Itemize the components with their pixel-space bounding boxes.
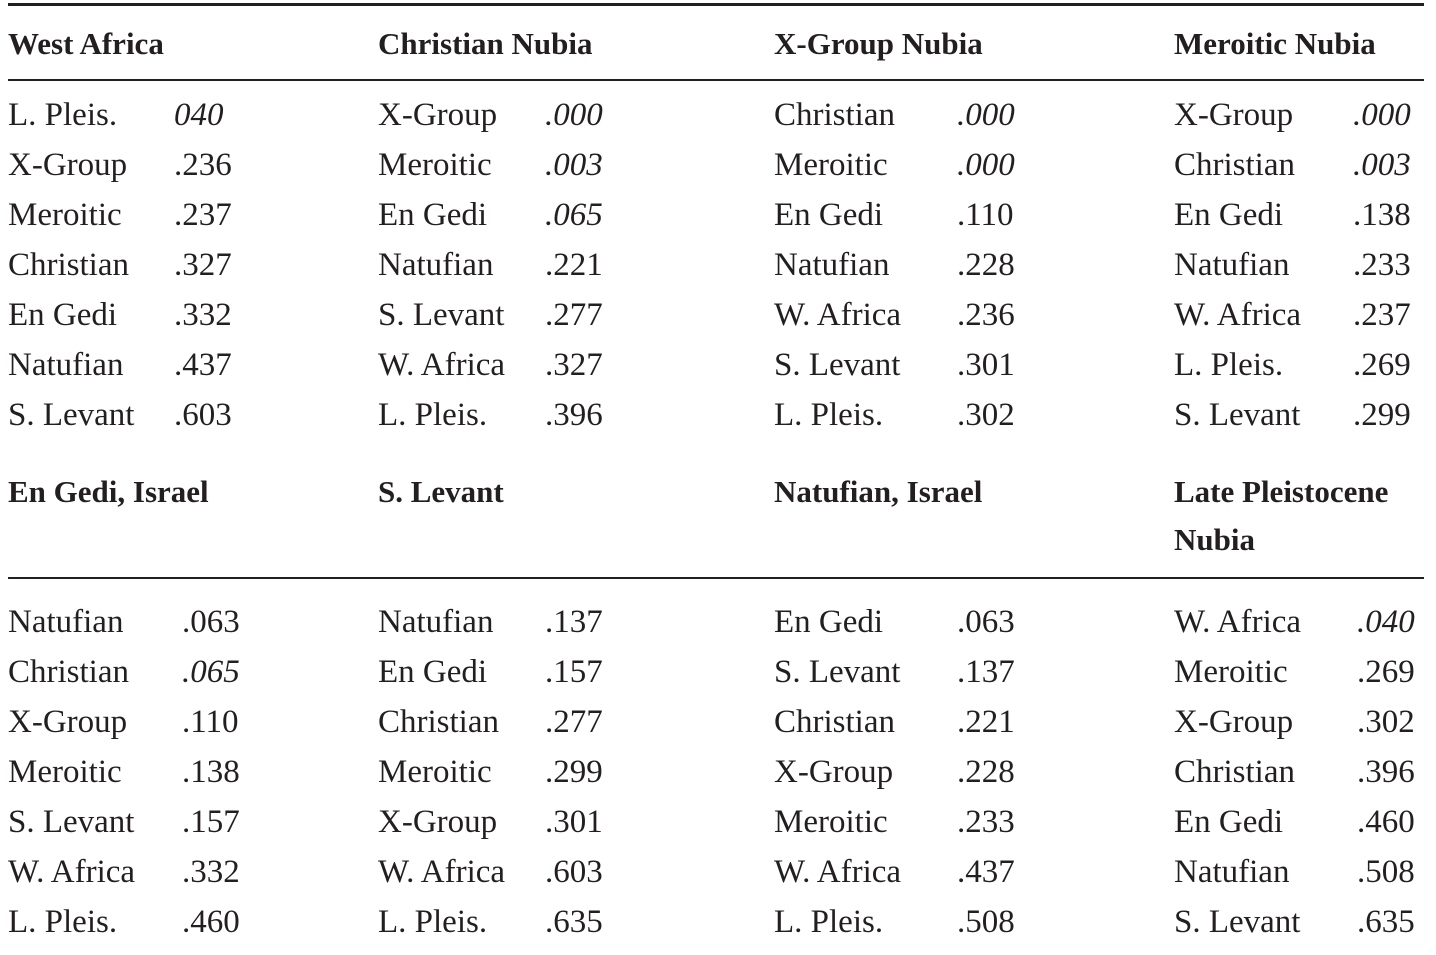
population-name: Meroitic — [1174, 654, 1288, 690]
distance-value: .237 — [1353, 297, 1411, 333]
distance-value: .460 — [1357, 804, 1415, 840]
distance-value: .221 — [545, 247, 603, 283]
population-name: L. Pleis. — [1174, 347, 1284, 383]
distance-value: .396 — [545, 397, 603, 433]
population-name: S. Levant — [8, 804, 135, 840]
distance-value: .233 — [1353, 247, 1411, 283]
group-title: West Africa — [8, 26, 164, 61]
population-name: En Gedi — [378, 197, 488, 233]
distance-value: .301 — [957, 347, 1015, 383]
header-rule-bottom-block — [8, 577, 1424, 579]
distance-value: .000 — [957, 97, 1015, 133]
distance-value: .299 — [545, 754, 603, 790]
population-name: L. Pleis. — [8, 97, 118, 133]
population-name: Meroitic — [774, 147, 888, 183]
distance-value: 040 — [174, 97, 224, 133]
distance-value: .110 — [957, 197, 1014, 233]
population-name: S. Levant — [1174, 904, 1301, 940]
population-name: S. Levant — [1174, 397, 1301, 433]
distance-value: .137 — [545, 604, 603, 640]
distance-value: .327 — [545, 347, 603, 383]
population-name: En Gedi — [774, 604, 884, 640]
distance-value: .302 — [957, 397, 1015, 433]
distance-value: .003 — [545, 147, 603, 183]
population-name: Christian — [378, 704, 499, 740]
distance-value: .396 — [1357, 754, 1415, 790]
distance-value: .332 — [182, 854, 240, 890]
population-name: Natufian — [8, 604, 124, 640]
population-name: L. Pleis. — [774, 904, 884, 940]
distance-value: .063 — [182, 604, 240, 640]
group-title: S. Levant — [378, 474, 504, 509]
population-name: Natufian — [774, 247, 890, 283]
population-name: W. Africa — [378, 854, 506, 890]
distance-value: .221 — [957, 704, 1015, 740]
distance-value: .460 — [182, 904, 240, 940]
distance-value: .301 — [545, 804, 603, 840]
population-name: Natufian — [1174, 854, 1290, 890]
distance-value: .269 — [1353, 347, 1411, 383]
population-name: X-Group — [378, 97, 498, 133]
top-rule — [8, 3, 1424, 6]
distance-value: .327 — [174, 247, 232, 283]
population-name: L. Pleis. — [8, 904, 118, 940]
population-name: X-Group — [1174, 97, 1294, 133]
population-name: Meroitic — [774, 804, 888, 840]
distance-value: .137 — [957, 654, 1015, 690]
population-name: Meroitic — [8, 754, 122, 790]
population-name: S. Levant — [774, 347, 901, 383]
distance-value: .063 — [957, 604, 1015, 640]
population-name: W. Africa — [8, 854, 136, 890]
population-name: S. Levant — [378, 297, 505, 333]
distance-value: .228 — [957, 754, 1015, 790]
distance-value: .000 — [545, 97, 603, 133]
distance-value: .437 — [174, 347, 232, 383]
population-name: Christian — [1174, 754, 1295, 790]
population-name: X-Group — [378, 804, 498, 840]
population-name: X-Group — [8, 704, 128, 740]
population-name: L. Pleis. — [774, 397, 884, 433]
population-name: Natufian — [378, 604, 494, 640]
population-name: W. Africa — [774, 297, 902, 333]
population-name: Christian — [8, 654, 129, 690]
distance-value: .138 — [1353, 197, 1411, 233]
distance-value: .603 — [545, 854, 603, 890]
distance-value: .000 — [957, 147, 1015, 183]
group-title: En Gedi, Israel — [8, 474, 209, 509]
distance-value: .299 — [1353, 397, 1411, 433]
header-rule-top-block — [8, 79, 1424, 81]
distance-value: .277 — [545, 704, 603, 740]
population-name: L. Pleis. — [378, 904, 488, 940]
population-name: Natufian — [8, 347, 124, 383]
population-name: S. Levant — [8, 397, 135, 433]
distance-value: .138 — [182, 754, 240, 790]
distance-value: .228 — [957, 247, 1015, 283]
population-name: Christian — [8, 247, 129, 283]
group-title: Christian Nubia — [378, 26, 593, 61]
population-name: W. Africa — [1174, 604, 1302, 640]
population-name: S. Levant — [774, 654, 901, 690]
distance-value: .302 — [1357, 704, 1415, 740]
distance-value: .269 — [1357, 654, 1415, 690]
population-name: En Gedi — [1174, 197, 1284, 233]
distance-value: .437 — [957, 854, 1015, 890]
population-name: X-Group — [8, 147, 128, 183]
distance-value: .110 — [182, 704, 239, 740]
population-name: Meroitic — [378, 754, 492, 790]
distance-value: .065 — [182, 654, 240, 690]
distance-value: .237 — [174, 197, 232, 233]
distance-value: .603 — [174, 397, 232, 433]
distance-value: .157 — [545, 654, 603, 690]
distance-value: .236 — [957, 297, 1015, 333]
distance-value: .236 — [174, 147, 232, 183]
population-name: Natufian — [1174, 247, 1290, 283]
distance-value: .635 — [545, 904, 603, 940]
population-name: L. Pleis. — [378, 397, 488, 433]
distance-value: .277 — [545, 297, 603, 333]
distance-value: .233 — [957, 804, 1015, 840]
distance-value: .157 — [182, 804, 240, 840]
population-name: W. Africa — [1174, 297, 1302, 333]
distance-value: .065 — [545, 197, 603, 233]
group-title: X-Group Nubia — [774, 26, 983, 61]
group-title: Meroitic Nubia — [1174, 26, 1376, 61]
population-name: Christian — [774, 704, 895, 740]
group-title: Late Pleistocene Nubia — [1174, 474, 1389, 557]
distance-value: .508 — [957, 904, 1015, 940]
population-name: X-Group — [1174, 704, 1294, 740]
population-name: En Gedi — [1174, 804, 1284, 840]
population-name: Meroitic — [378, 147, 492, 183]
population-name: Meroitic — [8, 197, 122, 233]
group-title: Natufian, Israel — [774, 474, 983, 509]
population-name: En Gedi — [378, 654, 488, 690]
population-name: En Gedi — [774, 197, 884, 233]
population-name: Christian — [1174, 147, 1295, 183]
population-name: X-Group — [774, 754, 894, 790]
population-name: Christian — [774, 97, 895, 133]
population-name: Natufian — [378, 247, 494, 283]
distance-value: .508 — [1357, 854, 1415, 890]
distance-value: .000 — [1353, 97, 1411, 133]
distance-value: .635 — [1357, 904, 1415, 940]
distance-value: .332 — [174, 297, 232, 333]
population-name: W. Africa — [378, 347, 506, 383]
population-name: W. Africa — [774, 854, 902, 890]
distance-value: .040 — [1357, 604, 1415, 640]
population-name: En Gedi — [8, 297, 118, 333]
distance-value: .003 — [1353, 147, 1411, 183]
